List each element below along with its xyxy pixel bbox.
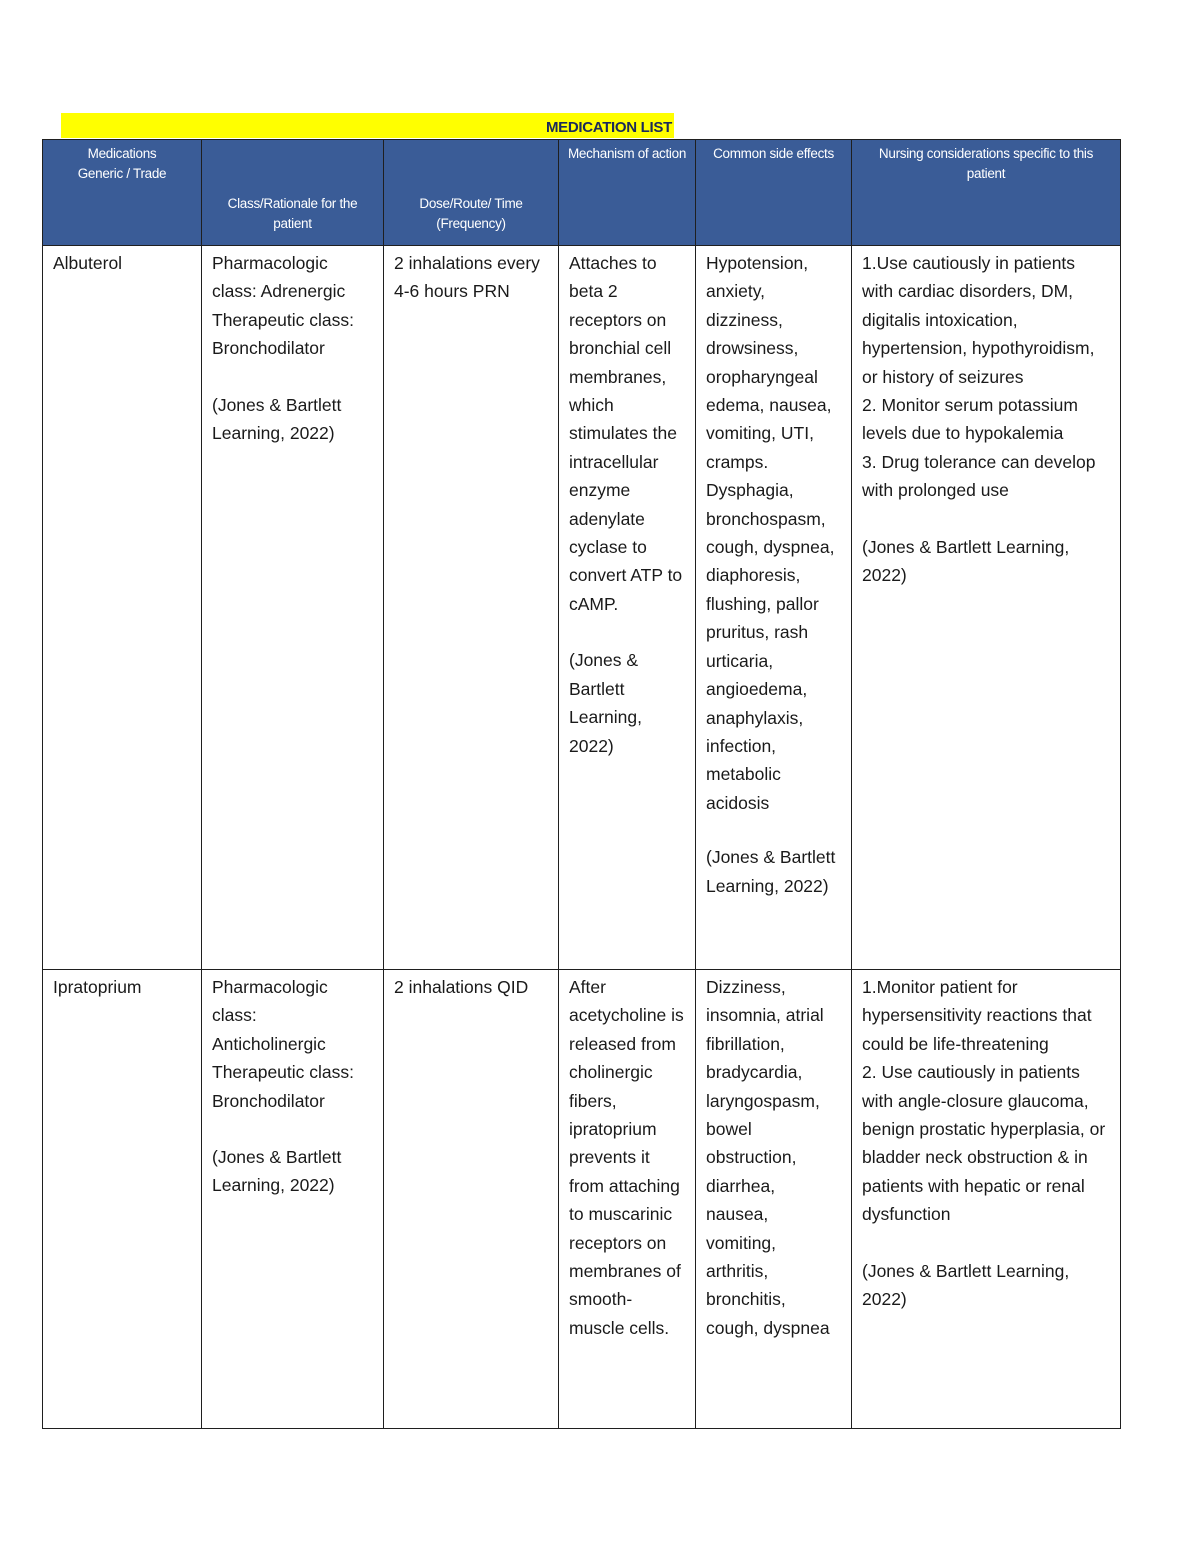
side-effects-cell bbox=[696, 246, 852, 970]
header-dose: Dose/Route/ Time (Frequency) bbox=[384, 140, 559, 246]
class-text: Pharmacologic class: Adrenergic Therapeutic class: Bronchodilator bbox=[212, 253, 355, 359]
header-medications: Medications Generic / Trade bbox=[43, 140, 202, 246]
side-effects-cell bbox=[696, 970, 852, 1429]
dose-text: 2 inhalations every 4-6 hours PRN bbox=[394, 253, 540, 302]
table-row bbox=[43, 246, 1121, 970]
dose-text: 2 inhalations QID bbox=[394, 977, 529, 997]
nursing-text: 1.Monitor patient for hypersensitivity reactions that could be life-threatening 2. Use cautiously in patients with angle-closure glaucoma, benign prostatic hyperplasia, or bladder neck obstruction & in patients with hepatic or renal dysfunction bbox=[862, 977, 1106, 1225]
dose-cell bbox=[384, 246, 559, 970]
class-cell bbox=[202, 970, 384, 1429]
nursing-cell bbox=[852, 246, 1121, 970]
side-effects-reference: (Jones & Bartlett Learning, 2022) bbox=[706, 847, 836, 896]
med-name: Albuterol bbox=[53, 253, 123, 273]
title-highlight bbox=[61, 113, 674, 138]
mechanism-cell bbox=[559, 970, 696, 1429]
header-row bbox=[43, 140, 1121, 246]
header-side-effects: Common side effects bbox=[696, 140, 852, 246]
header-class: Class/Rationale for the patient bbox=[202, 140, 384, 246]
nursing-reference: (Jones & Bartlett Learning, 2022) bbox=[862, 536, 1070, 586]
mechanism-cell bbox=[559, 246, 696, 970]
side-effects-text: Hypotension, anxiety, dizziness, drowsiness, oropharyngeal edema, nausea, vomiting, UTI, cramps. Dysphagia, bronchospasm, cough, dyspnea, diaphoresis, flushing, pallor pruritus, rash urticaria, angioedema, anaphylaxis, infection, metabolic acidosis bbox=[706, 253, 835, 813]
header-mechanism: Mechanism of action bbox=[559, 140, 696, 246]
medication-table bbox=[42, 139, 1121, 1429]
class-reference: (Jones & Bartlett Learning, 2022) bbox=[212, 394, 342, 444]
table-row bbox=[43, 970, 1121, 1429]
med-name-cell bbox=[43, 970, 202, 1429]
mechanism-reference: (Jones & Bartlett Learning, 2022) bbox=[569, 650, 642, 756]
side-effects-text: Dizziness, insomnia, atrial fibrillation, bradycardia, laryngospasm, bowel obstruction, diarrhea, nausea, vomiting, arthritis, bronchitis, cough, dyspnea bbox=[706, 977, 830, 1338]
nursing-text: 1.Use cautiously in patients with cardiac disorders, DM, digitalis intoxication, hypertension, hypothyroidism, or history of seizures 2. Monitor serum potassium levels due to hypokalemia 3. Drug tolerance can develop with prolonged use bbox=[862, 253, 1096, 501]
header-nursing: Nursing considerations specific to this patient bbox=[852, 140, 1121, 246]
class-cell bbox=[202, 246, 384, 970]
class-reference: (Jones & Bartlett Learning, 2022) bbox=[212, 1147, 342, 1196]
mechanism-text: Attaches to beta 2 receptors on bronchial cell membranes, which stimulates the intracellular enzyme adenylate cyclase to convert ATP to cAMP. bbox=[569, 253, 683, 614]
page-title: MEDICATION LIST bbox=[545, 119, 672, 136]
nursing-reference: (Jones & Bartlett Learning, 2022) bbox=[862, 1260, 1070, 1310]
med-name: Ipratoprium bbox=[53, 977, 142, 997]
nursing-cell bbox=[852, 970, 1121, 1429]
mechanism-text: After acetycholine is released from cholinergic fibers, ipratoprium prevents it from attaching to muscarinic receptors on membranes of smooth-muscle cells. bbox=[569, 977, 684, 1338]
med-name-cell bbox=[43, 246, 202, 970]
dose-cell bbox=[384, 970, 559, 1429]
class-text: Pharmacologic class: Anticholinergic Therapeutic class: Bronchodilator bbox=[212, 977, 355, 1111]
